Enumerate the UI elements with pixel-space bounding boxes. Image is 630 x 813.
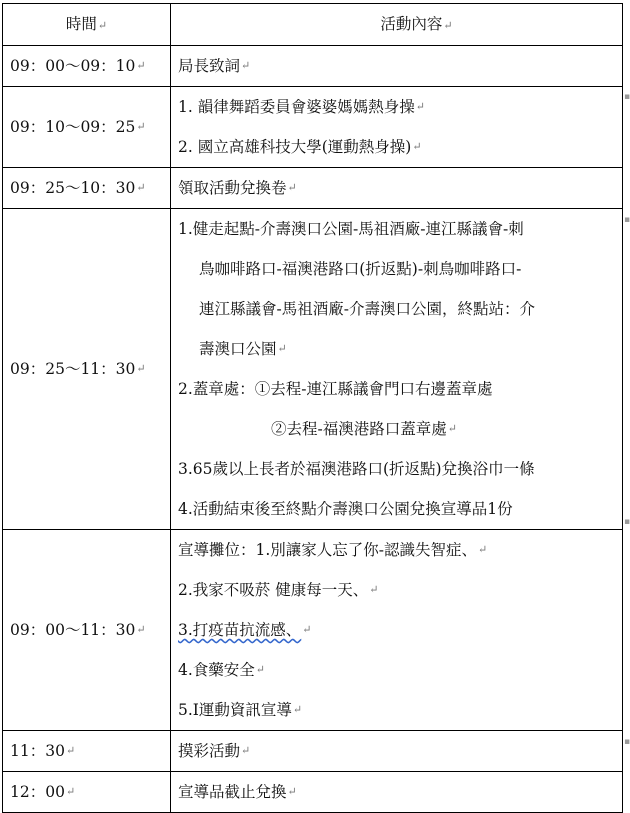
activity-line: 2.我家不吸菸 健康每一天、 ↵ [178, 581, 379, 599]
time-cell: 12：00 ↵ [3, 772, 171, 813]
activity-line: 連江縣議會-馬祖酒廠-介壽澳口公園，終點站：介 [199, 300, 535, 318]
table-row [3, 530, 623, 731]
schedule-table [2, 3, 623, 813]
activity-line: 2. 國立高雄科技大學(運動熱身操) ↵ [178, 138, 422, 156]
activity-cell [171, 772, 623, 813]
time-cell: 09：25～10：30 ↵ [3, 168, 171, 209]
row-end-mark: ▪ [624, 517, 630, 527]
activity-line: 鳥咖啡路口-福澳港路口(折返點)-刺鳥咖啡路口- [199, 260, 522, 278]
activity-line: 領取活動兌換卷 ↵ [178, 179, 297, 197]
activity-line: 4.活動結束後至終點介壽澳口公園兌換宣導品1份 [178, 500, 513, 518]
table-row [3, 209, 623, 530]
header-row [3, 4, 623, 46]
activity-cell [171, 87, 623, 168]
time-cell: 11：30 ↵ [3, 731, 171, 772]
activity-line: 壽澳口公園 ↵ [199, 340, 287, 358]
time-cell: 09：25～11：30 ↵ [3, 209, 171, 530]
table-row [3, 87, 623, 168]
header-activity: 活動內容↵ [171, 4, 623, 46]
table-row [3, 168, 623, 209]
activity-line: 摸彩活動 ↵ [178, 742, 251, 760]
activity-line: 局長致詞 ↵ [178, 57, 251, 75]
activity-cell [171, 46, 623, 87]
activity-line: 1. 韻律舞蹈委員會婆婆媽媽熱身操 ↵ [178, 98, 425, 116]
table-row [3, 731, 623, 772]
activity-line: 3.65歲以上長者於福澳港路口(折返點)兌換浴巾一條 [178, 460, 535, 478]
row-end-mark: ▪ [624, 215, 630, 225]
header-time: 時間↵ [3, 4, 171, 46]
time-cell: 09：10～09：25 ↵ [3, 87, 171, 168]
activity-line: 5.I運動資訊宣導 ↵ [178, 701, 303, 719]
activity-cell [171, 530, 623, 731]
row-end-mark: ▪ [624, 737, 630, 747]
table-row [3, 46, 623, 87]
activity-cell [171, 209, 623, 530]
activity-cell [171, 168, 623, 209]
activity-line: 宣導品截止兌換 ↵ [178, 783, 297, 801]
activity-line: 2.蓋章處：①去程-連江縣議會門口右邊蓋章處 [178, 380, 493, 398]
activity-cell [171, 731, 623, 772]
row-end-mark: ▪ [624, 92, 630, 102]
time-cell: 09：00～11：30 ↵ [3, 530, 171, 731]
activity-line: 宣導攤位：1.別讓家人忘了你-認識失智症、 ↵ [178, 541, 488, 559]
time-cell: 09：00～09：10 ↵ [3, 46, 171, 87]
activity-line: 3.打疫苗抗流感、 ↵ [178, 621, 312, 639]
activity-line: 1.健走起點-介壽澳口公園-馬祖酒廠-連江縣議會-刺 [178, 220, 524, 238]
activity-line: ②去程-福澳港路口蓋章處 ↵ [271, 420, 457, 438]
table-row [3, 772, 623, 813]
activity-line: 4.食藥安全 ↵ [178, 661, 266, 679]
